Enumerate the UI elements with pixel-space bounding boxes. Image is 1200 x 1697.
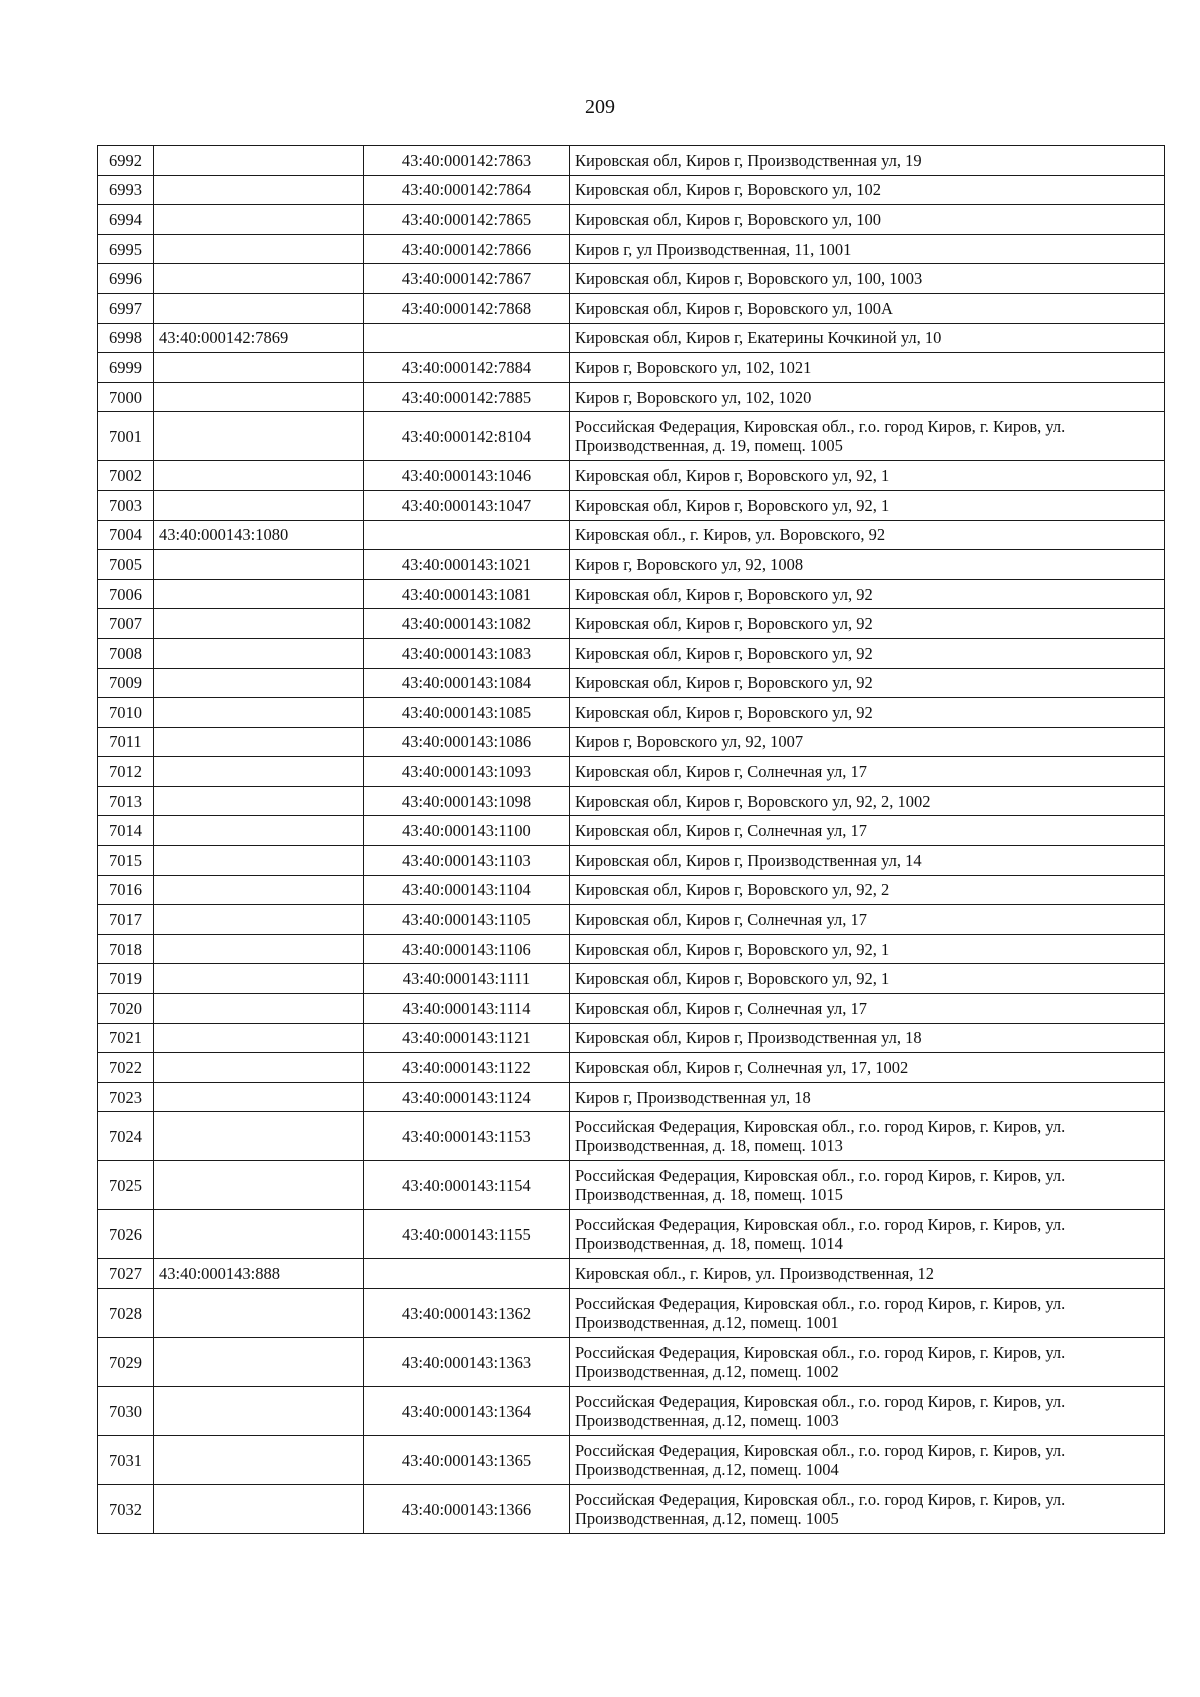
address-cell: Кировская обл, Киров г, Солнечная ул, 17	[570, 994, 1165, 1024]
address-cell: Кировская обл., г. Киров, ул. Воровского, 92	[570, 520, 1165, 550]
address-cell: Кировская обл, Киров г, Воровского ул, 92	[570, 638, 1165, 668]
cadastral-parcel-cell	[154, 382, 364, 412]
address-cell: Кировская обл., г. Киров, ул. Производственная, 12	[570, 1259, 1165, 1289]
cadastral-object-cell: 43:40:000143:1046	[364, 461, 570, 491]
row-number-cell: 7013	[98, 786, 154, 816]
table-row	[98, 1387, 1165, 1436]
cadastral-object-cell: 43:40:000142:7864	[364, 175, 570, 205]
address-cell: Кировская обл, Киров г, Воровского ул, 92, 2	[570, 875, 1165, 905]
cadastral-parcel-cell	[154, 1082, 364, 1112]
row-number-cell: 7023	[98, 1082, 154, 1112]
cadastral-object-cell: 43:40:000143:1106	[364, 934, 570, 964]
table-row	[98, 1259, 1165, 1289]
table-row	[98, 905, 1165, 935]
cadastral-parcel-cell	[154, 461, 364, 491]
table-row	[98, 1485, 1165, 1534]
row-number-cell: 7001	[98, 412, 154, 461]
address-cell: Российская Федерация, Кировская обл., г.о. город Киров, г. Киров, ул. Производственная, д.12, помещ. 1004	[570, 1436, 1165, 1485]
row-number-cell: 6994	[98, 205, 154, 235]
address-cell: Российская Федерация, Кировская обл., г.о. город Киров, г. Киров, ул. Производственная, д. 18, помещ. 1013	[570, 1112, 1165, 1161]
address-cell: Киров г, ул Производственная, 11, 1001	[570, 234, 1165, 264]
row-number-cell: 7014	[98, 816, 154, 846]
table-row	[98, 994, 1165, 1024]
address-cell: Кировская обл, Киров г, Солнечная ул, 17	[570, 905, 1165, 935]
cadastral-object-cell: 43:40:000143:1362	[364, 1289, 570, 1338]
row-number-cell: 6998	[98, 323, 154, 353]
address-cell: Кировская обл, Киров г, Воровского ул, 92	[570, 609, 1165, 639]
page-number: 209	[585, 96, 615, 118]
row-number-cell: 7022	[98, 1053, 154, 1083]
cadastral-object-cell: 43:40:000143:1081	[364, 579, 570, 609]
address-cell: Кировская обл, Киров г, Производственная ул, 18	[570, 1023, 1165, 1053]
row-number-cell: 7024	[98, 1112, 154, 1161]
table-row	[98, 638, 1165, 668]
row-number-cell: 7006	[98, 579, 154, 609]
table-row	[98, 875, 1165, 905]
cadastral-parcel-cell	[154, 994, 364, 1024]
table-row	[98, 579, 1165, 609]
cadastral-object-cell: 43:40:000143:1047	[364, 490, 570, 520]
address-cell: Кировская обл, Киров г, Воровского ул, 102	[570, 175, 1165, 205]
cadastral-parcel-cell	[154, 264, 364, 294]
address-cell: Российская Федерация, Кировская обл., г.о. город Киров, г. Киров, ул. Производственная, д. 18, помещ. 1014	[570, 1210, 1165, 1259]
address-cell: Российская Федерация, Кировская обл., г.о. город Киров, г. Киров, ул. Производственная, д.12, помещ. 1002	[570, 1338, 1165, 1387]
cadastral-parcel-cell	[154, 1210, 364, 1259]
address-cell: Российская Федерация, Кировская обл., г.о. город Киров, г. Киров, ул. Производственная, д.12, помещ. 1001	[570, 1289, 1165, 1338]
row-number-cell: 7028	[98, 1289, 154, 1338]
cadastral-object-cell: 43:40:000142:7863	[364, 146, 570, 176]
cadastral-object-cell: 43:40:000143:1111	[364, 964, 570, 994]
row-number-cell: 7017	[98, 905, 154, 935]
table-row	[98, 1053, 1165, 1083]
table-row	[98, 1338, 1165, 1387]
table-row	[98, 727, 1165, 757]
table-row	[98, 323, 1165, 353]
row-number-cell: 7026	[98, 1210, 154, 1259]
cadastral-parcel-cell	[154, 905, 364, 935]
cadastral-object-cell: 43:40:000143:1364	[364, 1387, 570, 1436]
row-number-cell: 7008	[98, 638, 154, 668]
cadastral-parcel-cell	[154, 757, 364, 787]
address-cell: Кировская обл, Киров г, Солнечная ул, 17	[570, 816, 1165, 846]
cadastral-object-cell: 43:40:000143:1103	[364, 846, 570, 876]
table-row	[98, 816, 1165, 846]
row-number-cell: 7018	[98, 934, 154, 964]
address-cell: Кировская обл, Киров г, Воровского ул, 92, 1	[570, 934, 1165, 964]
cadastral-parcel-cell: 43:40:000143:888	[154, 1259, 364, 1289]
table-row	[98, 1436, 1165, 1485]
address-cell: Кировская обл, Киров г, Воровского ул, 100	[570, 205, 1165, 235]
table-row	[98, 964, 1165, 994]
cadastral-parcel-cell	[154, 490, 364, 520]
address-cell: Российская Федерация, Кировская обл., г.о. город Киров, г. Киров, ул. Производственная, д.12, помещ. 1003	[570, 1387, 1165, 1436]
cadastral-parcel-cell	[154, 353, 364, 383]
address-cell: Кировская обл, Киров г, Воровского ул, 92, 1	[570, 490, 1165, 520]
cadastral-parcel-cell	[154, 1485, 364, 1534]
cadastral-parcel-cell	[154, 964, 364, 994]
cadastral-parcel-cell	[154, 698, 364, 728]
cadastral-parcel-cell	[154, 550, 364, 580]
table-row	[98, 550, 1165, 580]
row-number-cell: 7009	[98, 668, 154, 698]
cadastral-object-cell: 43:40:000142:7865	[364, 205, 570, 235]
row-number-cell: 7029	[98, 1338, 154, 1387]
cadastral-parcel-cell	[154, 846, 364, 876]
cadastral-object-cell: 43:40:000143:1153	[364, 1112, 570, 1161]
row-number-cell: 7002	[98, 461, 154, 491]
row-number-cell: 7019	[98, 964, 154, 994]
cadastral-object-cell: 43:40:000143:1155	[364, 1210, 570, 1259]
cadastral-parcel-cell	[154, 1112, 364, 1161]
cadastral-parcel-cell	[154, 579, 364, 609]
cadastral-object-cell: 43:40:000143:1098	[364, 786, 570, 816]
cadastral-parcel-cell	[154, 234, 364, 264]
row-number-cell: 7004	[98, 520, 154, 550]
table-row	[98, 490, 1165, 520]
address-cell: Кировская обл, Киров г, Екатерины Кочкиной ул, 10	[570, 323, 1165, 353]
table-row	[98, 668, 1165, 698]
cadastral-object-cell: 43:40:000142:7868	[364, 293, 570, 323]
cadastral-object-cell: 43:40:000143:1154	[364, 1161, 570, 1210]
row-number-cell: 7012	[98, 757, 154, 787]
cadastral-object-cell: 43:40:000142:7866	[364, 234, 570, 264]
cadastral-parcel-cell	[154, 293, 364, 323]
cadastral-object-cell	[364, 520, 570, 550]
cadastral-parcel-cell	[154, 1387, 364, 1436]
row-number-cell: 7015	[98, 846, 154, 876]
cadastral-object-cell: 43:40:000143:1121	[364, 1023, 570, 1053]
registry-body	[98, 146, 1165, 1534]
cadastral-object-cell: 43:40:000143:1365	[364, 1436, 570, 1485]
row-number-cell: 7000	[98, 382, 154, 412]
table-row	[98, 520, 1165, 550]
table-row	[98, 1289, 1165, 1338]
cadastral-parcel-cell: 43:40:000142:7869	[154, 323, 364, 353]
address-cell: Кировская обл, Киров г, Солнечная ул, 17, 1002	[570, 1053, 1165, 1083]
row-number-cell: 6995	[98, 234, 154, 264]
row-number-cell: 7030	[98, 1387, 154, 1436]
table-row	[98, 1161, 1165, 1210]
cadastral-parcel-cell	[154, 786, 364, 816]
registry-table	[97, 145, 1165, 1534]
address-cell: Кировская обл, Киров г, Производственная ул, 19	[570, 146, 1165, 176]
table-row	[98, 846, 1165, 876]
cadastral-parcel-cell	[154, 816, 364, 846]
cadastral-parcel-cell	[154, 609, 364, 639]
cadastral-object-cell	[364, 323, 570, 353]
cadastral-object-cell: 43:40:000143:1105	[364, 905, 570, 935]
table-row	[98, 353, 1165, 383]
table-row	[98, 1112, 1165, 1161]
table-row	[98, 698, 1165, 728]
cadastral-object-cell: 43:40:000143:1084	[364, 668, 570, 698]
row-number-cell: 7005	[98, 550, 154, 580]
table-row	[98, 234, 1165, 264]
table-row	[98, 1023, 1165, 1053]
cadastral-object-cell: 43:40:000142:7867	[364, 264, 570, 294]
row-number-cell: 6992	[98, 146, 154, 176]
cadastral-object-cell: 43:40:000143:1124	[364, 1082, 570, 1112]
cadastral-parcel-cell	[154, 412, 364, 461]
table-row	[98, 264, 1165, 294]
cadastral-parcel-cell	[154, 934, 364, 964]
row-number-cell: 6996	[98, 264, 154, 294]
cadastral-parcel-cell	[154, 1161, 364, 1210]
table-row	[98, 293, 1165, 323]
address-cell: Кировская обл, Киров г, Воровского ул, 92, 1	[570, 964, 1165, 994]
cadastral-parcel-cell: 43:40:000143:1080	[154, 520, 364, 550]
table-row	[98, 757, 1165, 787]
cadastral-object-cell	[364, 1259, 570, 1289]
address-cell: Кировская обл, Киров г, Воровского ул, 92, 1	[570, 461, 1165, 491]
address-cell: Кировская обл, Киров г, Воровского ул, 100А	[570, 293, 1165, 323]
cadastral-parcel-cell	[154, 875, 364, 905]
cadastral-object-cell: 43:40:000143:1093	[364, 757, 570, 787]
row-number-cell: 7011	[98, 727, 154, 757]
row-number-cell: 7032	[98, 1485, 154, 1534]
cadastral-object-cell: 43:40:000143:1122	[364, 1053, 570, 1083]
cadastral-object-cell: 43:40:000143:1083	[364, 638, 570, 668]
cadastral-parcel-cell	[154, 175, 364, 205]
cadastral-parcel-cell	[154, 1338, 364, 1387]
table-row	[98, 205, 1165, 235]
address-cell: Киров г, Воровского ул, 102, 1020	[570, 382, 1165, 412]
cadastral-parcel-cell	[154, 1023, 364, 1053]
row-number-cell: 6997	[98, 293, 154, 323]
table-row	[98, 382, 1165, 412]
row-number-cell: 7025	[98, 1161, 154, 1210]
cadastral-parcel-cell	[154, 205, 364, 235]
row-number-cell: 7027	[98, 1259, 154, 1289]
cadastral-object-cell: 43:40:000143:1100	[364, 816, 570, 846]
cadastral-object-cell: 43:40:000143:1021	[364, 550, 570, 580]
table-row	[98, 609, 1165, 639]
table-row	[98, 412, 1165, 461]
address-cell: Кировская обл, Киров г, Солнечная ул, 17	[570, 757, 1165, 787]
table-row	[98, 1082, 1165, 1112]
address-cell: Кировская обл, Киров г, Воровского ул, 92	[570, 579, 1165, 609]
address-cell: Российская Федерация, Кировская обл., г.о. город Киров, г. Киров, ул. Производственная, д. 18, помещ. 1015	[570, 1161, 1165, 1210]
cadastral-parcel-cell	[154, 1053, 364, 1083]
row-number-cell: 7007	[98, 609, 154, 639]
cadastral-object-cell: 43:40:000143:1082	[364, 609, 570, 639]
address-cell: Киров г, Воровского ул, 102, 1021	[570, 353, 1165, 383]
cadastral-parcel-cell	[154, 1436, 364, 1485]
address-cell: Российская Федерация, Кировская обл., г.о. город Киров, г. Киров, ул. Производственная, д. 19, помещ. 1005	[570, 412, 1165, 461]
table-row	[98, 146, 1165, 176]
cadastral-parcel-cell	[154, 638, 364, 668]
table-row	[98, 934, 1165, 964]
row-number-cell: 7031	[98, 1436, 154, 1485]
cadastral-object-cell: 43:40:000142:8104	[364, 412, 570, 461]
table-row	[98, 461, 1165, 491]
row-number-cell: 7016	[98, 875, 154, 905]
cadastral-object-cell: 43:40:000143:1085	[364, 698, 570, 728]
address-cell: Кировская обл, Киров г, Воровского ул, 92	[570, 698, 1165, 728]
address-cell: Киров г, Воровского ул, 92, 1008	[570, 550, 1165, 580]
cadastral-parcel-cell	[154, 727, 364, 757]
row-number-cell: 7021	[98, 1023, 154, 1053]
cadastral-object-cell: 43:40:000142:7885	[364, 382, 570, 412]
cadastral-parcel-cell	[154, 668, 364, 698]
address-cell: Кировская обл, Киров г, Производственная ул, 14	[570, 846, 1165, 876]
table-row	[98, 175, 1165, 205]
address-cell: Кировская обл, Киров г, Воровского ул, 92	[570, 668, 1165, 698]
cadastral-parcel-cell	[154, 1289, 364, 1338]
address-cell: Киров г, Производственная ул, 18	[570, 1082, 1165, 1112]
address-cell: Киров г, Воровского ул, 92, 1007	[570, 727, 1165, 757]
table-row	[98, 786, 1165, 816]
cadastral-object-cell: 43:40:000143:1114	[364, 994, 570, 1024]
cadastral-object-cell: 43:40:000143:1366	[364, 1485, 570, 1534]
row-number-cell: 6999	[98, 353, 154, 383]
cadastral-object-cell: 43:40:000143:1104	[364, 875, 570, 905]
address-cell: Кировская обл, Киров г, Воровского ул, 92, 2, 1002	[570, 786, 1165, 816]
cadastral-parcel-cell	[154, 146, 364, 176]
table-row	[98, 1210, 1165, 1259]
cadastral-object-cell: 43:40:000142:7884	[364, 353, 570, 383]
row-number-cell: 6993	[98, 175, 154, 205]
row-number-cell: 7010	[98, 698, 154, 728]
address-cell: Кировская обл, Киров г, Воровского ул, 100, 1003	[570, 264, 1165, 294]
row-number-cell: 7003	[98, 490, 154, 520]
cadastral-object-cell: 43:40:000143:1363	[364, 1338, 570, 1387]
cadastral-object-cell: 43:40:000143:1086	[364, 727, 570, 757]
address-cell: Российская Федерация, Кировская обл., г.о. город Киров, г. Киров, ул. Производственная, д.12, помещ. 1005	[570, 1485, 1165, 1534]
row-number-cell: 7020	[98, 994, 154, 1024]
